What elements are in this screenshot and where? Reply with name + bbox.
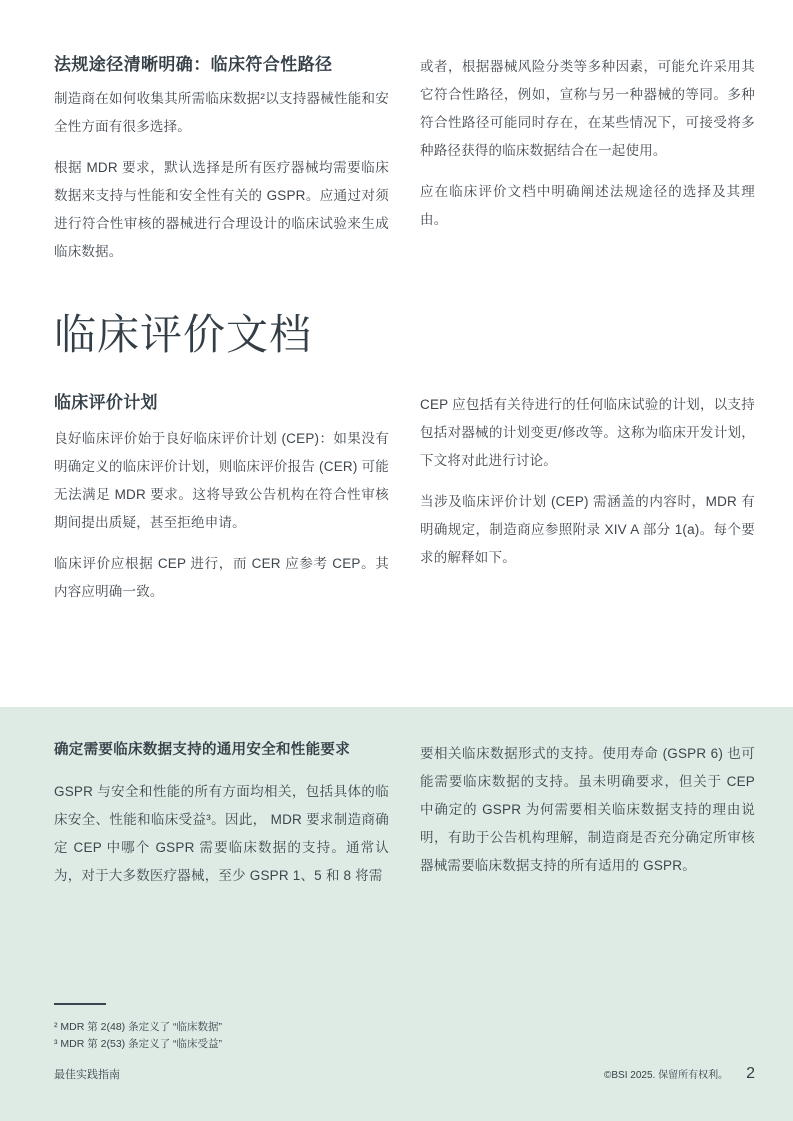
footnote-clinical-benefit: ³ MDR 第 2(53) 条定义了 “临床受益”: [54, 1038, 222, 1050]
regulatory-left-column: [54, 53, 389, 279]
regulatory-right-column: [420, 53, 755, 279]
page-number: 2: [746, 1065, 755, 1082]
regulatory-section-heading: 法规途径清晰明确：临床符合性路径: [54, 55, 333, 74]
page-footer: [54, 1065, 755, 1083]
footer-copyright: ©BSI 2025. 保留所有权利。: [604, 1070, 729, 1081]
paragraph: 临床评价应根据 CEP 进行，而 CER 应参考 CEP。其内容应明确一致。: [54, 556, 389, 599]
gspr-highlight-panel: [0, 707, 793, 1121]
gspr-left-column: [54, 740, 389, 903]
gspr-right-column: [420, 740, 755, 903]
footer-doc-title: 最佳实践指南: [54, 1069, 120, 1081]
paragraph: 良好临床评价始于良好临床评价计划 (CEP)：如果没有明确定义的临床评价计划，则临床评价报告 (CER) 可能无法满足 MDR 要求。这将导致公告机构在符合性审核期间提出质疑，甚至拒绝申请。: [54, 431, 389, 530]
page-bottom-block: [54, 1003, 755, 1083]
footnote-clinical-data: ² MDR 第 2(48) 条定义了 “临床数据”: [54, 1021, 222, 1033]
paragraph: 或者，根据器械风险分类等多种因素，可能允许采用其它符合性路径，例如，宣称与另一种器械的等同。多种符合性路径可能同时存在，在某些情况下，可接受将多种路径获得的临床数据结合在一起使用。: [420, 59, 755, 158]
page-title: 临床评价文档: [54, 311, 313, 358]
cep-right-column: [420, 391, 755, 619]
paragraph: GSPR 与安全和性能的所有方面均相关，包括具体的临床安全、性能和临床受益³。因此， MDR 要求制造商确定 CEP 中哪个 GSPR 需要临床数据的支持。通常认为，对于大多数医疗器械，至少 GSPR 1、5 和 8 将需: [54, 784, 389, 883]
section-regulatory-pathway: [54, 53, 755, 279]
paragraph: 根据 MDR 要求，默认选择是所有医疗器械均需要临床数据来支持与性能和安全性有关的 GSPR。应通过对须进行符合性审核的器械进行合理设计的临床试验来生成临床数据。: [54, 160, 389, 259]
footnote-divider: [54, 1003, 106, 1005]
cep-left-column: [54, 391, 389, 619]
paragraph: CEP 应包括有关待进行的任何临床试验的计划，以支持包括对器械的计划变更/修改等。这称为临床开发计划，下文将对此进行讨论。: [420, 397, 755, 468]
section-gspr: [54, 740, 755, 903]
paragraph: 应在临床评价文档中明确阐述法规途径的选择及其理由。: [420, 184, 755, 227]
section-clinical-evaluation-plan: [54, 391, 755, 619]
paragraph: 当涉及临床评价计划 (CEP) 需涵盖的内容时，MDR 有明确规定，制造商应参照附录 XIV A 部分 1(a)。每个要求的解释如下。: [420, 494, 755, 565]
paragraph: 要相关临床数据形式的支持。使用寿命 (GSPR 6) 也可能需要临床数据的支持。虽未明确要求，但关于 CEP 中确定的 GSPR 为何需要相关临床数据支持的理由说明，有助于公告机构理解，制造商是否充分确定所审核器械需要临床数据支持的所有适用的 GSPR。: [420, 746, 755, 873]
paragraph: 制造商在如何收集其所需临床数据²以支持器械性能和安全性方面有很多选择。: [54, 91, 389, 134]
gspr-section-heading: 确定需要临床数据支持的通用安全和性能要求: [54, 742, 350, 758]
cep-section-heading: 临床评价计划: [54, 393, 158, 412]
footer-right-group: [604, 1065, 755, 1083]
